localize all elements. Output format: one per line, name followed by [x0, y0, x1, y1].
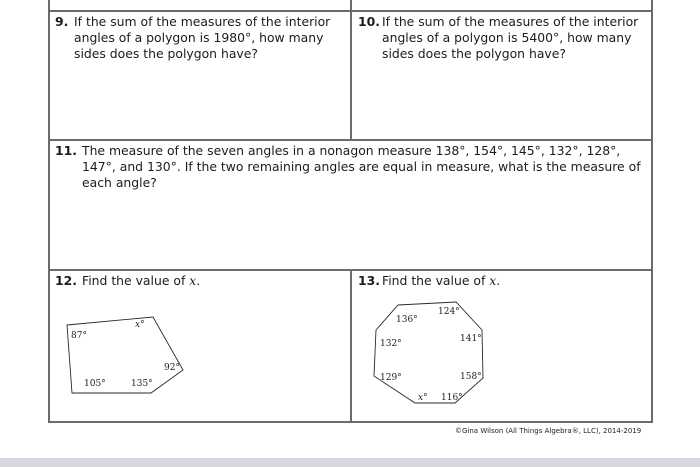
problem-text-suffix: . — [196, 273, 201, 288]
angle-label: 105° — [84, 379, 106, 389]
problem-text: If the sum of the measures of the interior angles of a polygon is 5400°, how many sides does the polygon have? — [382, 14, 639, 61]
angle-label: x° — [418, 393, 428, 403]
problem-text-prefix: Find the value of — [382, 273, 490, 288]
angle-label: 141° — [460, 334, 482, 344]
problem-number: 9. — [55, 14, 69, 29]
angle-label: 124° — [438, 307, 460, 317]
octagon-shape — [374, 302, 483, 403]
problem-number: 13. — [358, 273, 380, 288]
octagon-figure — [374, 302, 483, 403]
problem-number: 10. — [358, 14, 380, 29]
angle-label: 158° — [460, 372, 482, 382]
angle-label: 129° — [380, 373, 402, 383]
problem-text-prefix: Find the value of — [82, 273, 190, 288]
pentagon-figure — [67, 317, 183, 393]
angle-label: 135° — [131, 379, 153, 389]
angle-label: 92° — [164, 363, 180, 373]
problem-text-suffix: . — [496, 273, 501, 288]
angle-label: 116° — [441, 393, 463, 403]
bottom-bar — [0, 458, 700, 467]
problem-variable: x — [489, 273, 497, 288]
angle-label: 136° — [396, 315, 418, 325]
angle-label: 87° — [71, 331, 87, 341]
angle-label: 132° — [380, 339, 402, 349]
problem-variable: x — [189, 273, 197, 288]
problem-number: 11. — [55, 143, 77, 158]
problem-text: The measure of the seven angles in a nonagon measure 138°, 154°, 145°, 132°, 128°, 147°, and 130°. If the two remaining angles are equal in measure, what is the measure of each angle? — [82, 143, 641, 190]
copyright-notice: ©Gina Wilson (All Things Algebra®, LLC), 2014-2019 — [455, 427, 642, 435]
angle-label: x° — [135, 320, 145, 330]
problem-number: 12. — [55, 273, 77, 288]
problem-text: If the sum of the measures of the interior angles of a polygon is 1980°, how many sides does the polygon have? — [74, 14, 331, 61]
